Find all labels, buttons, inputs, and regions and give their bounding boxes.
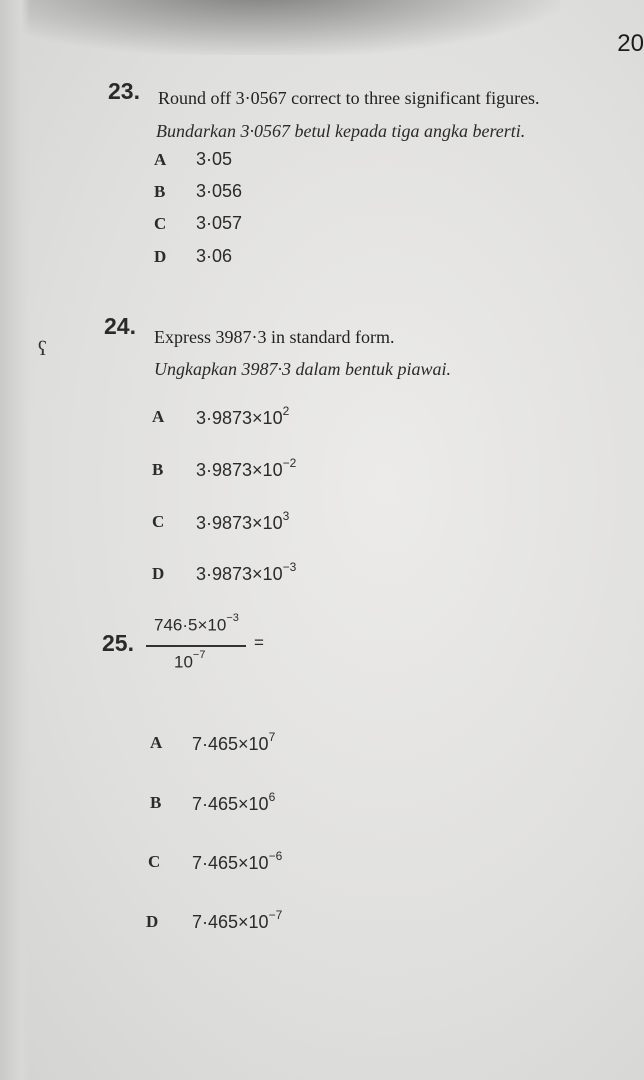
q25-option-value[interactable]: $7\cdot 465\times 10^{-7}$ xyxy=(192,908,283,932)
q25-option-value[interactable]: $7\cdot 465\times 10^{-6}$ xyxy=(192,849,283,873)
q23-option-letter[interactable]: A xyxy=(154,150,167,169)
q25-option-letter[interactable]: B xyxy=(150,793,162,812)
q25-option-letter[interactable]: A xyxy=(150,733,163,752)
question-23-number: 23. xyxy=(108,78,140,104)
page-fold xyxy=(0,0,30,1080)
question-24-text: Express 3987·3 in standard form. xyxy=(154,327,395,347)
question-25-number: 25. xyxy=(102,630,134,656)
fraction-denominator: $10^{-7}$ xyxy=(174,649,206,672)
page-number: 20 xyxy=(617,30,644,57)
photo-shadow xyxy=(0,0,560,55)
q23-option-letter[interactable]: C xyxy=(154,214,167,233)
q24-option-letter[interactable]: B xyxy=(152,460,164,479)
q25-option-letter[interactable]: C xyxy=(148,852,161,871)
q25-option-letter[interactable]: D xyxy=(146,912,159,931)
q24-option-letter[interactable]: A xyxy=(152,407,165,426)
question-23-text: Round off 3·0567 correct to three significant figures. xyxy=(158,88,540,108)
equals-sign: = xyxy=(254,633,264,652)
q23-option-value[interactable]: 3·057 xyxy=(196,213,243,233)
question-24-text-malay: Ungkapkan 3987·3 dalam bentuk piawai. xyxy=(154,359,451,379)
q24-option-value[interactable]: $3\cdot 9873\times 10^{-2}$ xyxy=(196,456,297,480)
q25-option-value[interactable]: $7\cdot 465\times 10^6$ xyxy=(192,790,276,814)
q23-option-value[interactable]: 3·05 xyxy=(196,149,233,169)
question-23-text-malay: Bundarkan 3·0567 betul kepada tiga angka bererti. xyxy=(156,121,526,141)
q24-option-value[interactable]: $3\cdot 9873\times 10^{-3}$ xyxy=(196,560,297,584)
question-24-number: 24. xyxy=(104,313,136,339)
q23-option-letter[interactable]: D xyxy=(154,247,167,266)
q24-option-value[interactable]: $3\cdot 9873\times 10^3$ xyxy=(196,509,290,533)
q23-option-value[interactable]: 3·06 xyxy=(196,246,233,266)
margin-mark: ʕ xyxy=(38,338,47,360)
fraction-numerator: $746\cdot 5\times 10^{-3}$ xyxy=(154,612,239,635)
q24-option-letter[interactable]: D xyxy=(152,564,165,583)
q24-option-letter[interactable]: C xyxy=(152,512,165,531)
q23-option-value[interactable]: 3·056 xyxy=(196,181,243,201)
q24-option-value[interactable]: $3\cdot 9873\times 10^2$ xyxy=(196,404,290,428)
q23-option-letter[interactable]: B xyxy=(154,182,166,201)
q25-option-value[interactable]: $7\cdot 465\times 10^7$ xyxy=(192,730,276,754)
fraction-bar xyxy=(146,645,246,647)
